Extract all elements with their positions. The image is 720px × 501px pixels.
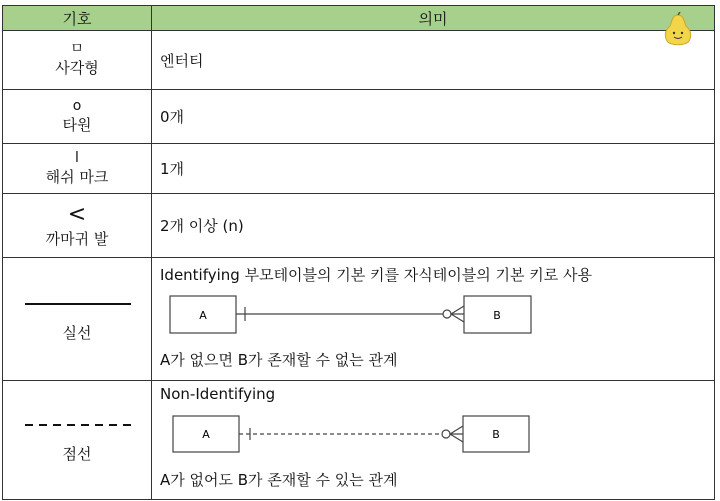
symbol-name: 까마귀 발	[45, 229, 109, 248]
identifying-relation-diagram	[161, 293, 541, 335]
symbol-name: 해쉬 마크	[45, 167, 109, 186]
header-symbol: 기호	[3, 6, 152, 31]
symbol-name: 실선	[62, 324, 92, 342]
crows-foot-icon	[451, 306, 464, 322]
meaning: 2개 이상 (n)	[152, 194, 715, 258]
meaning: 0개	[152, 90, 715, 144]
table-row	[3, 144, 715, 194]
relation-note: A가 없으면 B가 존재할 수 없는 관계	[160, 351, 398, 369]
meaning: 1개	[152, 144, 715, 194]
table-row	[3, 194, 715, 258]
table-row	[3, 90, 715, 144]
symbol-name: 점선	[62, 445, 92, 463]
solid-line-icon	[3, 296, 152, 310]
header-meaning: 의미	[152, 6, 715, 31]
ellipse-icon	[443, 310, 451, 318]
pear-mascot-icon	[661, 12, 695, 48]
rectangle-icon: ㅁ	[70, 41, 84, 57]
entity-b-label: B	[493, 309, 501, 322]
crows-foot-icon: <	[67, 201, 87, 227]
entity-a-label: A	[199, 309, 207, 322]
table-row	[3, 381, 715, 500]
table-row	[3, 31, 715, 90]
hash-mark-icon: l	[75, 149, 79, 166]
dashed-line-icon	[3, 417, 152, 431]
relation-note: A가 없어도 B가 존재할 수 있는 관계	[160, 471, 398, 489]
relation-title: Non-Identifying	[160, 385, 276, 403]
ellipse-icon: o	[72, 97, 82, 114]
entity-b-label: B	[492, 428, 500, 441]
ellipse-icon	[442, 430, 450, 438]
entity-a-label: A	[202, 428, 210, 441]
symbol-name: 타원	[62, 115, 92, 134]
erd-notation-table	[2, 5, 715, 500]
crows-foot-icon	[450, 426, 463, 442]
table-row	[3, 258, 715, 381]
meaning: 엔터티	[152, 31, 715, 90]
relation-title: Identifying 부모테이블의 기본 키를 자식테이블의 기본 키로 사용	[160, 266, 592, 284]
symbol-name: 사각형	[55, 59, 99, 77]
non-identifying-relation-diagram	[164, 413, 544, 455]
